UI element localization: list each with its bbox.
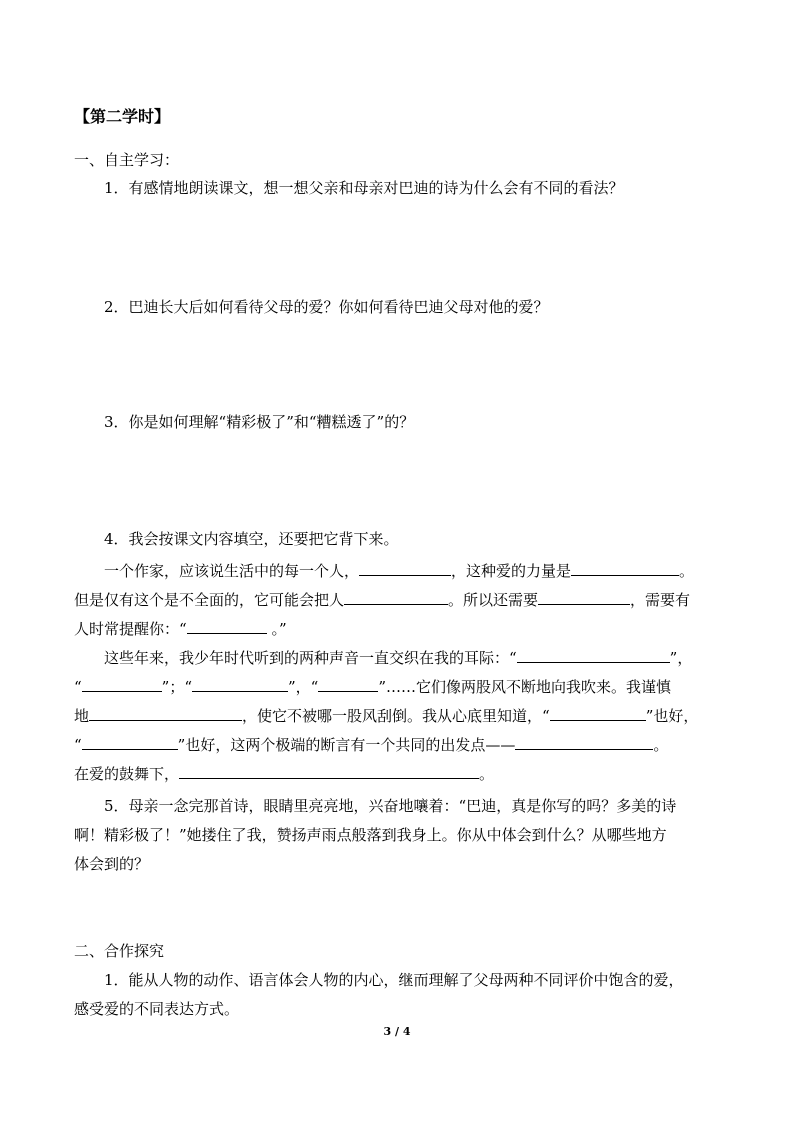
section2-question-line: 感受爱的不同表达方式。	[74, 1000, 240, 1018]
answer-blank[interactable]	[538, 589, 630, 605]
fill-line	[74, 618, 287, 639]
fill-text: ”也好，	[645, 707, 699, 725]
fill-text: ，需要有	[630, 591, 691, 609]
fill-text: 一个作家，应该说生活中的每一个人，	[104, 562, 360, 580]
answer-blank[interactable]	[318, 676, 378, 692]
fill-text: ，这种爱的力量是	[451, 562, 572, 580]
question-5-line: 啊！精彩极了！”她搂住了我，赞扬声雨点般落到我身上。你从中体会到什么？从哪些地方	[74, 826, 667, 844]
section1-heading: 一、自主学习：	[74, 151, 180, 169]
section2-heading: 二、合作探究	[74, 942, 165, 960]
fill-line	[74, 676, 671, 697]
fill-text: 这些年来，我少年时代听到的两种声音一直交织在我的耳际：“	[104, 649, 517, 667]
fill-text: 。	[679, 562, 695, 580]
question-1: 1．有感情地朗读课文，想一想父亲和母亲对巴迪的诗为什么会有不同的看法？	[104, 179, 624, 197]
answer-blank[interactable]	[192, 676, 288, 692]
fill-text: 。”	[266, 620, 287, 638]
fill-text: “	[74, 736, 82, 754]
question-5-line: 体会到的？	[74, 855, 150, 873]
question-5-line: 5．母亲一念完那首诗，眼睛里亮亮地，兴奋地嚷着：“巴迪，真是你写的吗？多美的诗	[104, 797, 677, 815]
answer-blank[interactable]	[517, 647, 670, 663]
fill-text: 但是仅有这个是不全面的，它可能会把人	[74, 591, 345, 609]
question-3: 3．你是如何理解“精彩极了”和“糟糕透了”的？	[104, 413, 415, 431]
page-number: 3 / 4	[383, 1025, 411, 1038]
answer-blank[interactable]	[571, 560, 679, 576]
answer-blank[interactable]	[187, 618, 267, 634]
section-title: 【第二学时】	[74, 107, 171, 126]
fill-text: 。所以还需要	[448, 591, 539, 609]
answer-blank[interactable]	[82, 676, 162, 692]
fill-text: “	[74, 678, 82, 696]
fill-text: ”也好，这两个极端的断言有一个共同的出发点——	[177, 736, 516, 754]
fill-text: ”，	[669, 649, 693, 667]
answer-blank[interactable]	[515, 734, 653, 750]
fill-line	[74, 763, 494, 784]
fill-text: 。	[479, 765, 495, 783]
fill-text: ”……它们像两股风不断地向我吹来。我谨慎	[378, 678, 672, 696]
answer-blank[interactable]	[179, 763, 479, 779]
fill-text: ”，“	[288, 678, 319, 696]
section2-question-line: 1．能从人物的动作、语言体会人物的内心，继而理解了父母两种不同评价中饱含的爱，	[104, 971, 684, 989]
fill-line	[74, 705, 698, 726]
fill-line	[104, 647, 692, 668]
fill-text: 在爱的鼓舞下，	[74, 765, 180, 783]
question-2: 2．巴迪长大后如何看待父母的爱？你如何看待巴迪父母对他的爱？	[104, 298, 549, 316]
fill-text: 。	[653, 736, 669, 754]
fill-line	[74, 734, 668, 755]
fill-line	[104, 560, 694, 581]
question-4: 4．我会按课文内容填空，还要把它背下来。	[104, 530, 399, 548]
answer-blank[interactable]	[344, 589, 448, 605]
answer-blank[interactable]	[82, 734, 178, 750]
fill-text: ，使它不被哪一股风刮倒。我从心底里知道，“	[242, 707, 550, 725]
fill-text: ”；“	[161, 678, 193, 696]
fill-text: 人时常提醒你：“	[74, 620, 187, 638]
answer-blank[interactable]	[550, 705, 646, 721]
fill-text: 地	[74, 707, 90, 725]
answer-blank[interactable]	[359, 560, 451, 576]
fill-line	[74, 589, 690, 610]
answer-blank[interactable]	[89, 705, 242, 721]
